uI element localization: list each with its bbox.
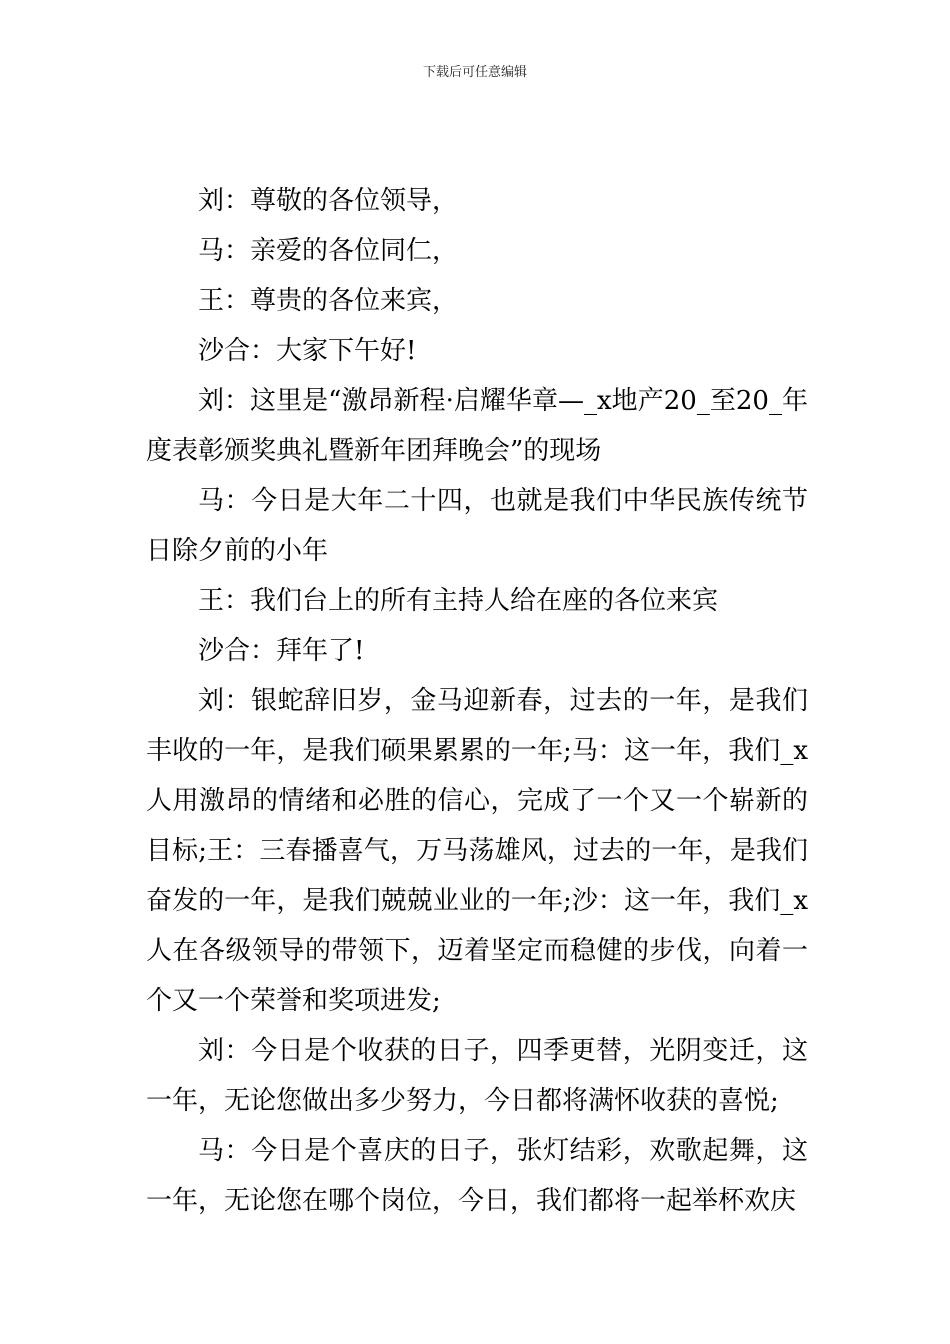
paragraph-festive-day: 马：今日是个喜庆的日子，张灯结彩，欢歌起舞，这一年，无论您在哪个岗位，今日，我们都将一起举杯欢庆 (146, 1136, 808, 1216)
paragraph-liu-greeting: 刘：尊敬的各位领导， (198, 186, 459, 216)
paragraph-xiaonian: 马：今日是大年二十四，也就是我们中华民族传统节日除夕前的小年 (146, 486, 808, 566)
paragraph-year-review: 刘：银蛇辞旧岁，金马迎新春，过去的一年，是我们丰收的一年，是我们硕果累累的一年;马：这一年，我们_x人用激昂的情绪和必胜的信心，完成了一个又一个崭新的目标;王：三春播喜气，万马荡雄风，过去的一年，是我们奋发的一年，是我们兢兢业业的一年;沙：这一年，我们_x人在各级领导的带领下，迈着坚定而稳健的步伐，向着一个又一个荣誉和奖项进发; (146, 686, 808, 1016)
paragraph-harvest-day: 刘：今日是个收获的日子，四季更替，光阴变迁，这一年，无论您做出多少努力，今日都将满怀收获的喜悦; (146, 1036, 808, 1116)
paragraph-hosts: 王：我们台上的所有主持人给在座的各位来宾 (198, 586, 719, 616)
paragraph-event-intro: 刘：这里是“激昂新程·启耀华章—_x地产20_至20_年度表彰颁奖典礼暨新年团拜晚会”的现场 (146, 386, 808, 466)
paragraph-wang-greeting: 王：尊贵的各位来宾， (198, 286, 459, 316)
page-header-note: 下载后可任意编辑 (422, 65, 527, 80)
document-body (146, 176, 808, 1226)
paragraph-bainian: 沙合：拜年了! (198, 636, 365, 666)
paragraph-chorus-greeting: 沙合：大家下午好! (198, 336, 417, 366)
paragraph-ma-greeting: 马：亲爱的各位同仁， (198, 236, 459, 266)
